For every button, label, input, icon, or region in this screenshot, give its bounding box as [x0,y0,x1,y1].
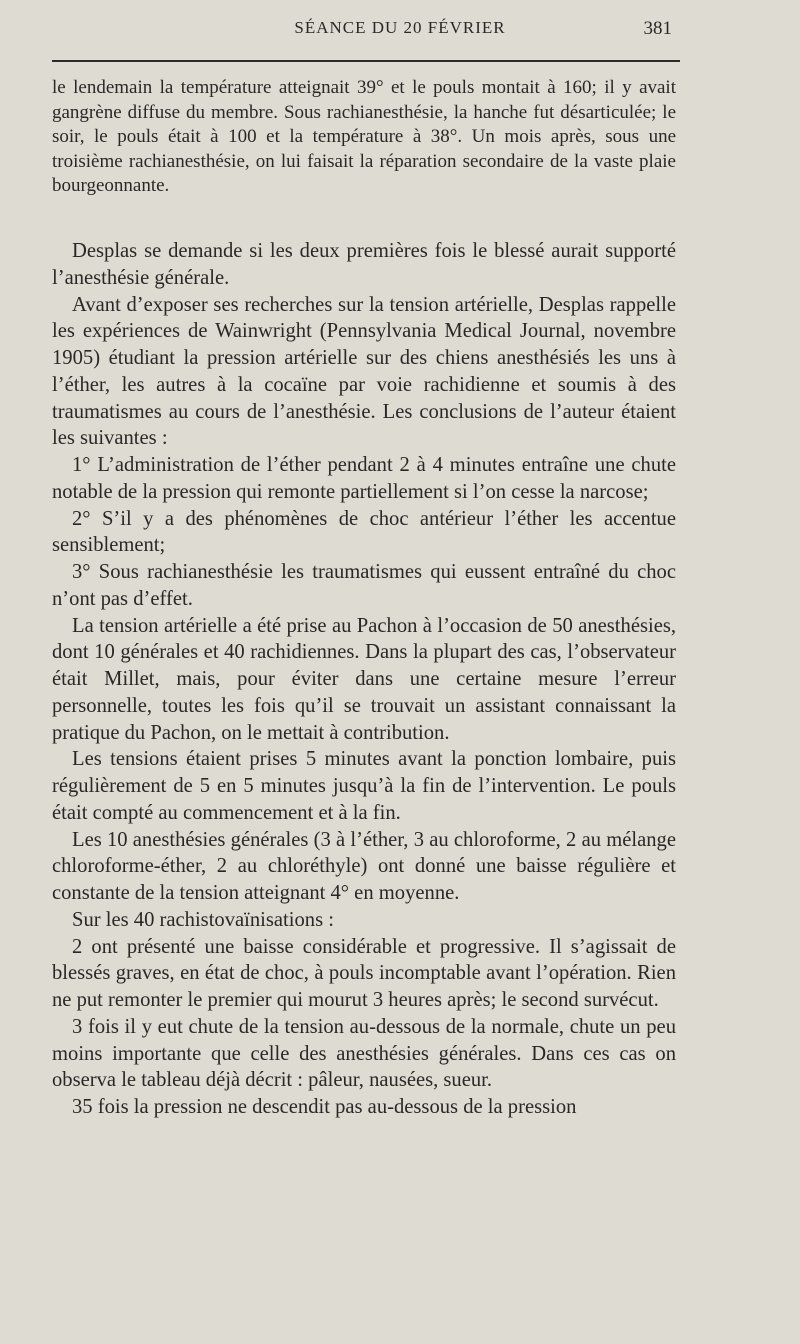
paragraph: Les tensions étaient prises 5 minutes avant la ponction lombaire, puis régulièrement de 5 en 5 minutes jusqu’à la fin de l’intervention. Le pouls était compté au commencement et à la fin. [52,748,676,824]
paragraph: Avant d’exposer ses recherches sur la tension artérielle, Desplas rappelle les expériences de Wainwright (Pennsylvania Medical Journal, novembre 1905) étudiant la pression artérielle sur des chiens anesthésiés les uns à l’éther, les autres à la cocaïne par voie rachidienne et soumis à des traumatismes au cours de l’anesthésie. Les conclusions de l’auteur étaient les suivantes : [52,293,676,450]
page-number: 381 [643,18,672,39]
body-text [52,238,676,1121]
list-item: 2° S’il y a des phénomènes de choc antérieur l’éther les accentue sensiblement; [52,507,676,557]
paragraph: 3 fois il y eut chute de la tension au-dessous de la normale, chute un peu moins importante que celle des anesthésies générales. Dans ces cas on observa le tableau déjà décrit : pâleur, nausées, sueur. [52,1015,676,1092]
page-header [0,18,800,48]
list-item: 1° L’administration de l’éther pendant 2 à 4 minutes entraîne une chute notable de la pression qui remonte partiellement si l’on cesse la narcose; [52,454,676,503]
paragraph: Les 10 anesthésies générales (3 à l’éther, 3 au chloroforme, 2 au mélange chloroforme-éther, 2 au chloréthyle) ont donné une baisse régulière et constante de la tension atteignant 4° en moyenne. [52,828,676,904]
header-rule [52,60,680,62]
paragraph: Desplas se demande si les deux premières fois le blessé aurait supporté l’anesthésie générale. [52,240,676,289]
list-item: 3° Sous rachianesthésie les traumatismes qui eussent entraîné du choc n’ont pas d’effet. [52,561,676,610]
running-title: SÉANCE DU 20 FÉVRIER [294,18,506,37]
paragraph: Sur les 40 rachistovaïnisations : [72,908,334,931]
continued-paragraph-block [52,76,676,199]
paragraph: 35 fois la pression ne descendit pas au-dessous de la pression [72,1096,577,1118]
paragraph: 2 ont présenté une baisse considérable et progressive. Il s’agissait de blessés graves, en état de choc, à pouls incomptable avant l’opération. Rien ne put remonter le premier qui mourut 3 heures après; le second survécut. [52,935,676,1011]
paragraph: La tension artérielle a été prise au Pachon à l’occasion de 50 anesthésies, dont 10 générales et 40 rachidiennes. Dans la plupart des cas, l’observateur était Millet, mais, pour éviter dans une certaine mesure l’erreur personnelle, toutes les fois qu’il se trouvait un assistant connaissant la pratique du Pachon, on le mettait à contribution. [52,614,676,744]
paragraph-continued: le lendemain la température atteignait 39° et le pouls montait à 160; il y avait gangrène diffuse du membre. Sous rachianesthésie, la hanche fut désarticulée; le soir, le pouls était à 100 et la température à 38°. Un mois après, sous une troisième rachianesthésie, on lui faisait la réparation secondaire de la vaste plaie bourgeonnante. [52,77,676,197]
